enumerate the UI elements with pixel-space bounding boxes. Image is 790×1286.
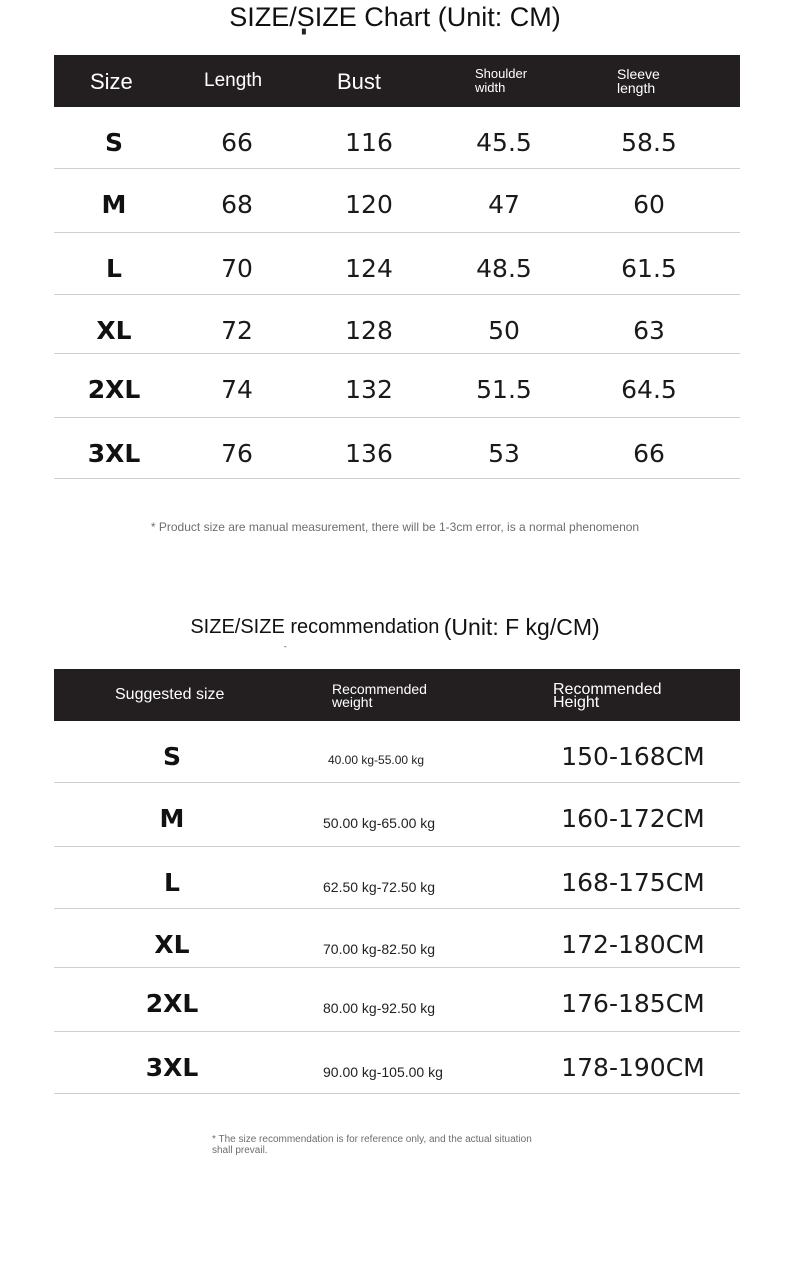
cell-size: XL	[96, 316, 132, 345]
cell-bust: 116	[345, 128, 393, 157]
recommendation-note	[212, 1134, 572, 1156]
recommendation-row-3xl	[54, 1032, 740, 1094]
cell-sleeve: 63	[633, 316, 665, 345]
cell-size: L	[106, 254, 122, 283]
cell-suggested-size: 2XL	[145, 989, 199, 1018]
header-recommended-weight	[332, 683, 427, 709]
recommendation-header	[54, 669, 740, 721]
recommendation-row-l	[54, 847, 740, 909]
recommendation-row-xl	[54, 909, 740, 968]
header-sleeve-length	[617, 67, 660, 95]
cell-recommended-height: 168-175CM	[561, 868, 705, 897]
recommendation-title-part2: (Unit: F kg/CM)	[443, 614, 600, 640]
cell-recommended-height: 160-172CM	[561, 804, 705, 833]
header-bust: Bust	[337, 69, 382, 94]
cell-recommended-height: 178-190CM	[561, 1053, 705, 1082]
cell-bust: 128	[345, 316, 393, 345]
cell-shoulder: 47	[488, 190, 520, 219]
header-recommended-height	[553, 683, 662, 709]
cell-sleeve: 58.5	[621, 128, 677, 157]
header-length: Length	[204, 70, 263, 91]
cell-size: M	[101, 190, 127, 219]
cell-bust: 136	[345, 439, 393, 468]
header-shoulder-line1: Shoulder	[475, 66, 528, 81]
cell-recommended-height: 150-168CM	[561, 742, 705, 771]
recommendation-note-line1: * The size recommendation is for reference only, and the actual situation	[212, 1134, 532, 1145]
recommendation-row-m	[54, 783, 740, 847]
header-height-line2: Height	[553, 694, 600, 711]
cell-recommended-height: 176-185CM	[561, 989, 705, 1018]
size-row-s	[54, 107, 740, 169]
cell-recommended-height: 172-180CM	[561, 930, 705, 959]
size-row-2xl	[54, 354, 740, 418]
cell-sleeve: 61.5	[621, 254, 677, 283]
cell-shoulder: 45.5	[476, 128, 532, 157]
header-weight-line2: weight	[332, 694, 373, 710]
size-row-m	[54, 169, 740, 233]
cell-shoulder: 53	[488, 439, 520, 468]
cell-sleeve: 60	[633, 190, 665, 219]
header-shoulder-width	[475, 67, 527, 95]
size-chart-title: SIZE/SIZE Chart (Unit: CM)	[229, 2, 561, 32]
cell-size: 3XL	[87, 439, 141, 468]
header-suggested-size: Suggested size	[115, 686, 225, 703]
header-height-line1: Recommended	[553, 681, 662, 698]
cell-length: 66	[221, 128, 253, 157]
cell-shoulder: 48.5	[476, 254, 532, 283]
recommendation-note-line2: shall prevail.	[212, 1145, 268, 1156]
cell-recommended-weight: 70.00 kg-82.50 kg	[323, 941, 436, 957]
cell-sleeve: 66	[633, 439, 665, 468]
size-chart-note: * Product size are manual measurement, there will be 1-3cm error, is a normal phenomenon	[150, 520, 640, 534]
recommendation-title-part1: SIZE/SIZE recommendation	[190, 616, 440, 638]
cell-suggested-size: XL	[154, 930, 190, 959]
size-row-l	[54, 233, 740, 295]
cell-length: 72	[221, 316, 253, 345]
stray-mark: -	[284, 642, 287, 651]
cell-bust: 124	[345, 254, 393, 283]
header-shoulder-line2: width	[475, 80, 506, 95]
stray-mark: ▘	[302, 30, 310, 41]
cell-size: S	[104, 128, 123, 157]
cell-suggested-size: 3XL	[145, 1053, 199, 1082]
cell-length: 74	[221, 375, 253, 404]
cell-length: 70	[221, 254, 253, 283]
cell-suggested-size: S	[162, 742, 181, 771]
cell-recommended-weight: 62.50 kg-72.50 kg	[323, 879, 436, 895]
recommendation-row-2xl	[54, 968, 740, 1032]
cell-length: 76	[221, 439, 253, 468]
cell-shoulder: 50	[488, 316, 520, 345]
cell-shoulder: 51.5	[476, 375, 532, 404]
size-chart-header	[54, 55, 740, 107]
recommendation-title	[0, 614, 790, 641]
cell-suggested-size: M	[159, 804, 185, 833]
cell-recommended-weight: 40.00 kg-55.00 kg	[328, 753, 425, 767]
cell-suggested-size: L	[164, 868, 180, 897]
cell-recommended-weight: 90.00 kg-105.00 kg	[323, 1064, 443, 1080]
cell-sleeve: 64.5	[621, 375, 677, 404]
header-sleeve-line1: Sleeve	[617, 66, 660, 82]
cell-bust: 120	[345, 190, 393, 219]
cell-length: 68	[221, 190, 253, 219]
cell-size: 2XL	[87, 375, 141, 404]
size-row-xl	[54, 295, 740, 354]
header-weight-line1: Recommended	[332, 681, 427, 697]
cell-bust: 132	[345, 375, 393, 404]
header-sleeve-line2: length	[617, 80, 656, 96]
cell-recommended-weight: 80.00 kg-92.50 kg	[323, 1000, 436, 1016]
header-size: Size	[90, 69, 133, 94]
cell-recommended-weight: 50.00 kg-65.00 kg	[323, 815, 436, 831]
recommendation-row-s	[54, 721, 740, 783]
size-row-3xl	[54, 418, 740, 479]
